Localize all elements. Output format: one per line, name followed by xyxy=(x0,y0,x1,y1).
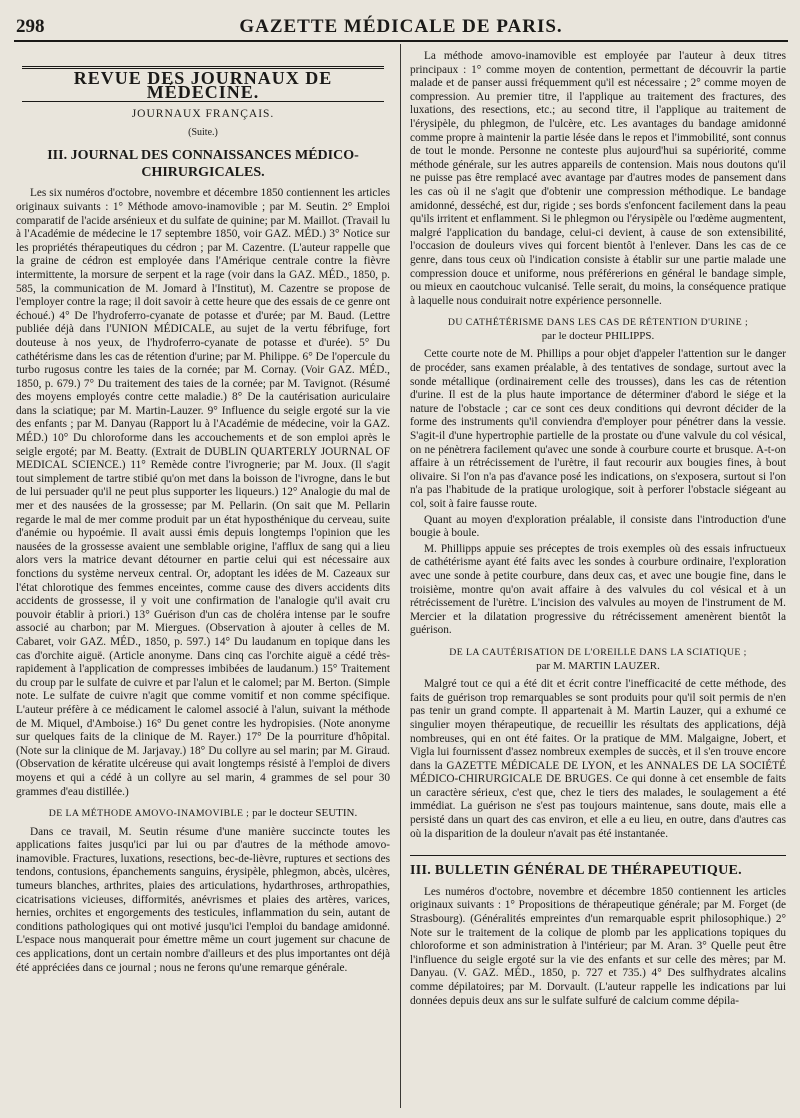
continued-note: (Suite.) xyxy=(188,126,218,138)
section-heading-journal: III. JOURNAL DES CONNAISSANCES MÉDICO-CHIRURGICALES. xyxy=(47,148,359,181)
page-number: 298 xyxy=(16,16,45,37)
article-author: par le docteur PHILIPPS. xyxy=(541,329,655,342)
body-paragraph: Malgré tout ce qui a été dit et écrit contre l'inefficacité de cette méthode, des faits de guérison trop remarquables se sont produits pour qu'il soit permis de n'en pas tenir un grand compte. Il appartenait à M. Martin Lauzer, qui a exhumé ce singulier moyen thérapeutique, de recueillir les résultats des applications, déjà nombreuses, qui en ont été faites. Or la pratique de MM. Malgaigne, Jobert, et Vigla lui fournissent d'assez nombreux exemples de succès, et il s'en trouve encore dans la GAZETTE MÉDICALE DE LYON, et les ANNALES DE LA SOCIÉTÉ MÉDICO-CHIRURGICALE DE BRUGES. Ce qui donne à cet ensemble de faits un caractère sérieux, c'est que, chez le tiers des malades, le soulagement a été immédiat. La guérison ne s'est pas toujours maintenue, sans doute, mais elle a persisté dans un quart des cas environ, et elle a eu lieu, en outre, dans d'autres cas où la disparition de la douleur n'avait pas été instantanée. xyxy=(410,678,786,840)
article-heading-text: DE LA MÉTHODE AMOVO-INAMOVIBLE ; xyxy=(48,808,250,820)
column-divider xyxy=(400,44,401,1108)
body-paragraph: La méthode amovo-inamovible est employée par l'auteur à deux titres principaux : 1° comme moyen de contention, permettant de découvrir la partie malade et de panser aussi fréquemment qu'il est nécessaire ; 2° comme moyen de compression. Au premier titre, il l'applique au traitement des fractures, des luxations, des resections, etc.; au second titre, il l'applique au traitement de l'érysipèle, du phlegmon, de l'ulcère, etc. Les avantages du bandage amidonné comme propre à maintenir la partie lésée dans le repos et l'immobilité, sont connus de tout le monde. Personne ne conteste plus aujourd'hui sa supériorité, comme méthode générale, sur les autres appareils de contension. Mais nous doutons qu'il ne puisse pas être remplacé avec avantage par d'autres modes de pansement dans les cas où il ne s'agit que d'obtenir une compression méthodique. Le bandage amidonné, desséché, est dur, rigide ; ses bords s'enfoncent facilement dans la peau qu'ils irritent et enflamment. Si le phlegmon ou l'érysipèle ou l'œdème augmentent, malgré l'application du bandage, celui-ci devient, à cause de son extensibilité, l'occasion de douleurs vives qui forcent bientôt à l'enlever. Dans les cas de ce genre, dans tous ceux où l'indication consiste à établir sur une partie malade une compression douce et uniforme, nous préférerions en général le bandage simple, ou mieux en caoutchouc vulcanisé. Telle serait, du moins, la conséquence pratique à laquelle nous conduirait notre expérience personnelle. xyxy=(410,50,786,307)
article-list-paragraph: Les numéros d'octobre, novembre et décembre 1850 contiennent les articles originaux suivants : 1° Propositions de thérapeutique générale; par M. Forget (de Strasbourg). (Généralités empreintes d'un remarquable esprit philosophique.) 2° Note sur le traitement de la colique de plomb par les applications topiques du chloroforme et son administration à l'intérieur; par M. Aran. 3° Quelle peut être l'influence du seigle ergoté sur la vie des enfants et sur celle des mères; par M. Danyau. (V. GAZ. MÉD., 1850, p. 727 et 735.) 4° Des sulfhydrates alcalins comme dépilatoires; par M. Dorvault. (L'auteur rappelle les indications par lui données depuis deux ans sur le sulfate sulfuré de calcium comme dépila- xyxy=(410,885,786,1007)
journal-title: GAZETTE MÉDICALE DE PARIS. xyxy=(239,16,563,37)
article-heading-philipps xyxy=(410,316,786,343)
section-heading-bulletin: III. BULLETIN GÉNÉRAL DE THÉRAPEUTIQUE. xyxy=(410,855,786,878)
article-author: par M. MARTIN LAUZER. xyxy=(536,659,660,672)
body-paragraph: Cette courte note de M. Phillips a pour objet d'appeler l'attention sur le danger de procéder, sans examen préalable, à des tentatives de sondage, surtout avec la sonde métallique (ordinairement celle des trousses), dans les cas de rétention d'urine. Il est de la plus haute importance de déterminer d'abord le siége et la nature de l'obstacle ; car ce sont ces deux conditions qui devront décider de la forme des instruments qu'il conviendra d'employer pour pénétrer dans la vessie. S'agit-il d'une hypertrophie partielle de la prostate ou d'une valvule du col vésical, on ne pénètrera facilement qu'avec une sonde à courbure courte et brusque. A-t-on affaire à un rétrécissement de l'urètre, il faut recourir aux bougies fines, à bout olivaire. Si l'on n'a pas d'avance posé les indications, on s'exposera, surtout si l'on n'a pas l'habitude de la pratique urologique, soit à perforer l'obstacle siégeant au col, soit à faire fausse route. xyxy=(410,348,786,510)
article-author: par le docteur SEUTIN. xyxy=(252,807,358,820)
running-header xyxy=(14,14,788,42)
review-subtitle: JOURNAUX FRANÇAIS. xyxy=(131,108,275,121)
body-paragraph: Dans ce travail, M. Seutin résume d'une manière succincte toutes les applications faites jusqu'ici par lui ou par d'autres de la méthode amovo-inamovible. Fractures, luxations, resections, bec-de-lièvre, ruptures et sections des tendons, contusions, épanchements sanguins, érysipèle, phlegmon, abcès, ulcères, tumeurs blanches, arthrites, plaies des articulations, hydarthroses, arthropathies, cicatrisations vicieuses, difformités, anévrismes et plaies des artères, varices, hernies, orchites et engorgements des testicules, inflammation du sein, autant de conditions pathologiques qui ont motivé jusqu'ici l'emploi du bandage amidonné. L'espace nous manquerait pour émettre même un court jugement sur chacune de ces applications, dont un certain nombre d'ailleurs et des plus importantes ont déjà été appréciées dans ce journal ; nous ne ferons qu'une remarque générale. xyxy=(16,825,390,974)
article-list-paragraph: Les six numéros d'octobre, novembre et décembre 1850 contiennent les articles originaux suivants : 1° Méthode amovo-inamovible ; par M. Seutin. 2° Emploi comparatif de l'acide arsénieux et du sulfate de quinine; par M. Maillot. (Travail lu à l'Académie de médecine le 17 septembre 1850, voir GAZ. MÉD.) 3° Notice sur les propriétés thérapeutiques du cédron ; par M. Cazentre. (L'auteur rappelle que la graine de cédron est employée dans l'Amérique centrale contre la fièvre intermittente, la morsure de serpent et la rage (voir dans la GAZ. MÉD., 1850, p. 585, la communication de M. Jomard à l'Institut), M. Cazentre se propose de l'employer contre la rage; il doit savoir à cette heure que des essais de ce genre ont échoué.) 4° De l'hydroferro-cyanate de potasse et d'urée; par M. Baud. (Lettre publiée déjà dans l'UNION MÉDICALE, au sujet de la vertu fébrifuge, fort douteuse à nos yeux, de l'hydroferro-cyanate de potasse et d'urée). 5° Du cathétérisme dans les cas de rétention d'urine; par M. Philippe. 6° De l'opercule du turbo rugosus contre les taies de la cornée; par M. Cornay. (Voir GAZ. MÉD., 1850, p. 679.) 7° Du traitement des taies de la cornée; par M. Tavignot. (Résumé des moyens employés contre cette maladie.) 8° De la cautérisation auriculaire dans la sciatique; par M. Martin-Lauzer. 9° Influence du seigle ergoté sur la vie des enfants ; par M. Danyau (Rapport lu à l'Académie de médecine, voir la GAZ. MÉD.) 10° Du chloroforme dans les accouchements et de son emploi après le seigle ergoté; par M. Beatty. (Extrait de DUBLIN QUARTERLY JOURNAL OF MEDICAL SCIENCE.) 11° Remède contre l'ivrognerie; par M. Joux. (Il s'agit tout simplement de tartre stibié qu'on met dans la boisson de l'ivrogne, dans le but de lui persuader qu'il ne peut plus supporter les liqueurs.) 12° Analogie du mal de mer et des nausées de la grossesse; par M. Pellarin. (On sait que M. Pellarin regarde le mal de mer comme produit par un état hyposthénique du cerveau, suite d'anémie ou hypoémie. Il avait aussi émis depuis longtemps l'opinion que les nausées de la grossesse avaient une semblable origine, l'afflux de sang qui a lieu alors vers la matrice devant détourner en partie celui qui est nécessaire aux fonctions du système nerveux central. Or, adoptant les idées de M. Cazeaux sur l'état chlorotique des femmes enceintes, comme cause des divers accidents dits accidents de grossesse, il y voit une confirmation de l'analogie qu'il avait cru pouvoir établir à priori.) 13° Guérison d'un cas de choléra intense par le soufre associé au charbon; par M. Miergues. (Observation à ajouter à celles de M. Cabaret, voir GAZ. MÉD., 1850, p. 597.) 14° Du laudanum en topique dans les cas d'orchite aiguë. (Article anonyme. Dans cinq cas l'orchite aiguë a cédé très-rapidement à l'application de compresses imbibées de laudanum.) 15° Traitement du croup par le sulfate de cuivre et par l'alun et le calomel; par M. Berton. (Simple note. Le sulfate de cuivre n'agit que comme vomitif et non comme spécifique. L'auteur préfère à ce médicament le calomel associé à l'alun, suivant la méthode de M. Miquel, d'Amboise.) 16° Du genet contre les hydropisies. (Note anonyme sur quelques faits de la clinique de M. Rayer.) 17° De la pourriture d'hôpital. (Note sur la clinique de M. Jarjavay.) 18° Du collyre au sel marin; par M. Giraud. (Observation de kératite ulcéreuse qui avait longtemps résisté à l'emploi de divers moyens et qui a cédé à un collyre au sel marin, 4 grammes de sel pour 30 grammes d'eau distillée.) xyxy=(16,187,390,798)
article-heading-seutin xyxy=(16,807,390,821)
body-paragraph: M. Phillipps appuie ses préceptes de trois exemples où des essais infructueux de cathétérisme ayant été faits avec les sondes à courbure ordinaire, l'exploration avec une sonde à petite courbure, dans deux cas, et avec une bougie fine, dans le troisième, montre qu'on avait affaire à des valvules du col vésical et à un rétrécissement de l'urètre. L'incision des valvules au moyen de l'instrument de M. Mercier et la dilatation progressive du rétrécissement amenèrent bientôt la guérison. xyxy=(410,542,786,637)
left-column xyxy=(16,50,390,1108)
review-title: REVUE DES JOURNAUX DE MÉDECINE. xyxy=(22,66,384,102)
article-heading-lauzer xyxy=(410,646,786,673)
right-column xyxy=(410,50,786,1108)
article-heading-text: DE LA CAUTÉRISATION DE L'OREILLE DANS LA SCIATIQUE ; xyxy=(449,646,747,658)
article-heading-text: DU CATHÉTÉRISME DANS LES CAS DE RÉTENTION D'URINE ; xyxy=(447,317,749,329)
body-paragraph: Quant au moyen d'exploration préalable, il consiste dans l'introduction d'une bougie à boule. xyxy=(410,513,786,540)
